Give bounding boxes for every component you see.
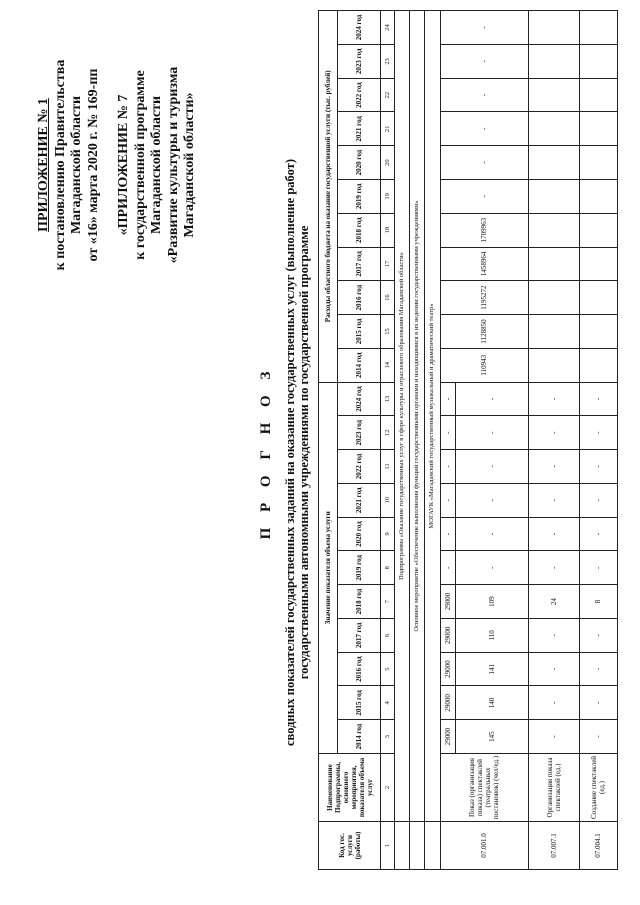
column-number: 5 [381,652,395,686]
expense-cell: 1195272 [440,281,529,315]
year-header: 2020 год [337,517,380,551]
year-header: 2020 год [337,146,380,180]
appendix-program-name-2: Магаданской области» [182,92,197,238]
volume-cell: - [529,551,580,585]
volume-cell: - [529,517,580,551]
expense-cell [529,179,580,213]
volume-cell: 145 [455,720,528,754]
expense-cell: 1128850 [440,315,529,349]
service-code: 07.001.0 [440,822,529,870]
appendix-inner-number: «ПРИЛОЖЕНИЕ № 7 [116,94,131,236]
column-number: 21 [381,112,395,146]
volume-cell: - [529,450,580,484]
expense-cell [529,348,580,382]
column-number: 20 [381,146,395,180]
year-header: 2014 год [337,720,380,754]
volume-cell: - [529,416,580,450]
volume-cell: - [455,483,528,517]
appendix-program-region: Магаданской области [149,95,164,235]
column-number: 12 [381,416,395,450]
header-expense: Расходы областного бюджета на оказание государственной услуги (тыс. рублей) [319,11,338,383]
volume-cell: - [579,720,617,754]
column-number: 7 [381,585,395,619]
column-number: 24 [381,11,395,45]
header-name: Наименование Подпрограммы, основного мероприятия, показателя объема услуг [319,754,381,822]
appendix-number: ПРИЛОЖЕНИЕ № 1 [36,98,51,232]
column-number: 11 [381,450,395,484]
expense-cell: 110943 [440,348,529,382]
expense-cell: 1709963 [440,213,529,247]
expense-cell [529,112,580,146]
table-row [440,11,455,870]
expense-cell: - [440,11,529,45]
volume-cell: - [529,618,580,652]
volume-cell: 109 [455,585,528,619]
appendix-program-ref: к государственной программе [132,70,148,260]
volume-cell: 140 [455,686,528,720]
volume-cell: - [440,551,455,585]
column-number: 2 [381,754,395,822]
volume-cell: - [579,416,617,450]
column-number: 23 [381,44,395,78]
column-number: 4 [381,686,395,720]
expense-cell [529,213,580,247]
expense-cell [579,213,617,247]
year-header: 2019 год [337,179,380,213]
title-line-2: государственными автономными учреждениями по государственной программе [297,225,311,680]
column-number-row [381,11,395,870]
service-name: Показ (организация показа) спектаклей (театральных постановок) (чел/ед.) [440,754,529,822]
column-number: 1 [381,822,395,870]
expense-cell [579,11,617,45]
table-row [579,11,617,870]
expense-cell [579,348,617,382]
expense-cell [579,281,617,315]
expense-cell [579,179,617,213]
volume-cell: - [455,416,528,450]
expense-cell: - [440,78,529,112]
expense-cell [529,78,580,112]
column-number: 14 [381,348,395,382]
volume-cell: - [579,551,617,585]
volume-cell: - [455,551,528,585]
volume-cell: - [529,382,580,416]
year-header: 2016 год [337,652,380,686]
volume-cell: - [455,382,528,416]
appendix-ref: к постановлению Правительства [52,59,68,271]
column-number: 15 [381,315,395,349]
expense-cell [579,315,617,349]
column-number: 9 [381,517,395,551]
column-number: 3 [381,720,395,754]
main-activity-row: Основное мероприятие «Обеспечение выполнения функций государственными органами и находящимися в их ведении государственными учреждениями» [410,11,425,822]
volume-cell: 29000 [440,618,455,652]
document-title [258,0,311,905]
expense-cell [579,247,617,281]
year-header-row [337,11,380,870]
year-header: 2018 год [337,213,380,247]
volume-cell: - [579,382,617,416]
year-header: 2017 год [337,247,380,281]
appendix-region: Магаданской области [69,95,84,235]
volume-cell: 141 [455,652,528,686]
column-number: 18 [381,213,395,247]
volume-cell: - [440,416,455,450]
column-number: 6 [381,618,395,652]
header-code: Код гос. услуги (работы) [319,822,381,870]
volume-cell: - [440,517,455,551]
year-header: 2024 год [337,382,380,416]
volume-cell: - [579,652,617,686]
column-number: 8 [381,551,395,585]
appendix-date: от «16» марта 2020 г. № 169-пп [85,68,101,262]
expense-cell [529,44,580,78]
year-header: 2023 год [337,44,380,78]
column-number: 13 [381,382,395,416]
title-line-1: сводных показателей государственных заданий на оказание государственных услуг (выполнение работ) [283,159,297,746]
volume-cell: - [529,686,580,720]
institution-row: МОГАУК «Магаданский государственный музыкальный и драматический театр» [425,11,440,822]
column-number: 10 [381,483,395,517]
year-header: 2016 год [337,281,380,315]
volume-cell: 8 [579,585,617,619]
table-row [529,11,580,870]
volume-cell: - [579,618,617,652]
volume-cell: 24 [529,585,580,619]
subprogram-row: Подпрограмма «Оказание государственных услуг в сфере культуры и отраслевого образования Магаданской области» [394,11,409,822]
expense-cell [579,78,617,112]
year-header: 2019 год [337,551,380,585]
forecast-heading: П Р О Г Н О З [258,365,274,540]
expense-cell [529,247,580,281]
year-header: 2023 год [337,416,380,450]
volume-cell: 29000 [440,652,455,686]
volume-cell: 29000 [440,720,455,754]
column-number: 16 [381,281,395,315]
expense-cell [529,11,580,45]
year-header: 2015 год [337,686,380,720]
expense-cell [579,146,617,180]
expense-cell: - [440,44,529,78]
header-volume: Значение показателя объема услуги [319,382,338,753]
volume-cell: - [440,382,455,416]
volume-cell: 110 [455,618,528,652]
year-header: 2014 год [337,348,380,382]
expense-cell [529,146,580,180]
volume-cell: - [529,720,580,754]
year-header: 2022 год [337,450,380,484]
forecast-table [318,10,618,870]
expense-cell [529,281,580,315]
expense-cell [529,315,580,349]
volume-cell: 29000 [440,686,455,720]
volume-cell: - [579,450,617,484]
service-name: Создание спектаклей (ед.) [579,754,617,822]
service-code: 07.007.1 [529,822,580,870]
volume-cell: - [440,483,455,517]
volume-cell: - [579,483,617,517]
volume-cell: - [529,483,580,517]
volume-cell: 29000 [440,585,455,619]
expense-cell [579,112,617,146]
year-header: 2017 год [337,618,380,652]
service-name: Организация показа спектаклей (ед.) [529,754,580,822]
service-code: 07.004.1 [579,822,617,870]
column-number: 17 [381,247,395,281]
year-header: 2024 год [337,11,380,45]
appendix-header [36,15,199,315]
volume-cell: - [529,652,580,686]
expense-cell: - [440,112,529,146]
expense-cell: - [440,146,529,180]
expense-cell [579,44,617,78]
column-number: 22 [381,78,395,112]
volume-cell: - [579,517,617,551]
expense-cell: - [440,179,529,213]
appendix-program-name: «Развитие культуры и туризма [165,66,181,264]
year-header: 2021 год [337,112,380,146]
volume-cell: - [440,450,455,484]
column-number: 19 [381,179,395,213]
volume-cell: - [455,450,528,484]
volume-cell: - [455,517,528,551]
year-header: 2021 год [337,483,380,517]
year-header: 2018 год [337,585,380,619]
volume-cell: - [579,686,617,720]
year-header: 2015 год [337,315,380,349]
year-header: 2022 год [337,78,380,112]
expense-cell: 1458964 [440,247,529,281]
